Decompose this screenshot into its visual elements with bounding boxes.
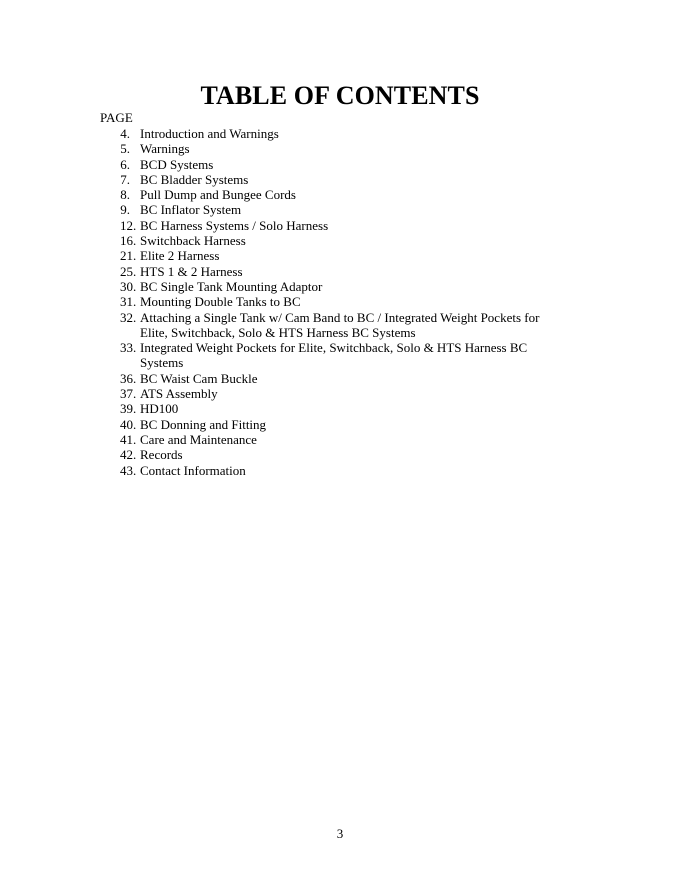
toc-entry-title: HD100: [140, 401, 179, 417]
toc-page-number: 25.: [120, 263, 137, 279]
toc-entry: [100, 371, 570, 386]
toc-entry-title: Pull Dump and Bungee Cords: [140, 187, 296, 203]
toc-entry-title: Introduction and Warnings: [140, 126, 279, 141]
toc-entry: [100, 187, 570, 202]
toc-entry-title: BC Single Tank Mounting Adaptor: [140, 278, 323, 294]
table-of-contents: [100, 126, 570, 478]
toc-entry: [100, 264, 570, 279]
toc-entry-title: Warnings: [140, 141, 190, 157]
toc-entry-title: Care and Maintenance: [140, 431, 257, 447]
toc-entry-title: BC Bladder Systems: [140, 171, 249, 187]
toc-entry-title: BC Harness Systems / Solo Harness: [140, 217, 329, 233]
toc-entry-title: BC Inflator System: [140, 202, 242, 218]
toc-entry: [100, 310, 570, 341]
toc-entry: [100, 202, 570, 217]
toc-page-number: 16.: [120, 233, 137, 249]
toc-page-number: 30.: [120, 278, 137, 294]
toc-page-number: 9.: [120, 202, 130, 218]
page-column-label: PAGE: [100, 110, 133, 125]
toc-entry-title: Switchback Harness: [140, 233, 246, 249]
toc-page-number: 31.: [120, 294, 137, 310]
toc-entry: [100, 248, 570, 263]
toc-page-number: 39.: [120, 401, 137, 417]
toc-entry-title: Integrated Weight Pockets for Elite, Switchback, Solo & HTS Harness BC Systems: [140, 340, 528, 371]
toc-page-number: 41.: [120, 431, 137, 447]
toc-page-number: 40.: [120, 416, 137, 432]
toc-page-number: 12.: [120, 217, 137, 233]
toc-entry: [100, 386, 570, 401]
toc-entry: [100, 463, 570, 478]
toc-page-number: 36.: [120, 370, 137, 386]
toc-page-number: 32.: [120, 309, 137, 325]
toc-entry: [100, 447, 570, 462]
toc-entry: [100, 141, 570, 156]
toc-page-number: 6.: [120, 156, 130, 172]
toc-page-number: 4.: [120, 126, 130, 141]
toc-page-number: 33.: [120, 340, 137, 356]
toc-entry: [100, 417, 570, 432]
toc-entry: [100, 126, 570, 141]
toc-entry: [100, 233, 570, 248]
toc-entry: [100, 218, 570, 233]
toc-page-number: 5.: [120, 141, 130, 157]
toc-entry: [100, 432, 570, 447]
toc-entry: [100, 340, 570, 371]
toc-page-number: 43.: [120, 462, 137, 478]
toc-entry-title: HTS 1 & 2 Harness: [140, 263, 243, 279]
page-title: TABLE OF CONTENTS: [200, 81, 480, 110]
toc-entry-title: Elite 2 Harness: [140, 248, 220, 264]
toc-entry-title: Records: [140, 447, 183, 463]
toc-page-number: 37.: [120, 386, 137, 402]
toc-entry: [100, 401, 570, 416]
toc-entry-title: Mounting Double Tanks to BC: [140, 294, 301, 310]
toc-entry: [100, 172, 570, 187]
toc-page-number: 7.: [120, 171, 130, 187]
toc-entry-title: Attaching a Single Tank w/ Cam Band to BC / Integrated Weight Pockets for Elite, Switchback, Solo & HTS Harness BC Systems: [140, 309, 540, 340]
page-footer-number: 3: [336, 826, 344, 841]
toc-entry-title: Contact Information: [140, 462, 246, 478]
toc-entry-title: ATS Assembly: [140, 386, 218, 402]
toc-entry: [100, 294, 570, 309]
toc-entry: [100, 279, 570, 294]
toc-page-number: 8.: [120, 187, 130, 203]
toc-page-number: 21.: [120, 248, 137, 264]
toc-entry-title: BC Waist Cam Buckle: [140, 370, 258, 386]
toc-entry-title: BC Donning and Fitting: [140, 416, 267, 432]
toc-entry-title: BCD Systems: [140, 156, 214, 172]
toc-entry: [100, 157, 570, 172]
toc-page-number: 42.: [120, 447, 137, 463]
